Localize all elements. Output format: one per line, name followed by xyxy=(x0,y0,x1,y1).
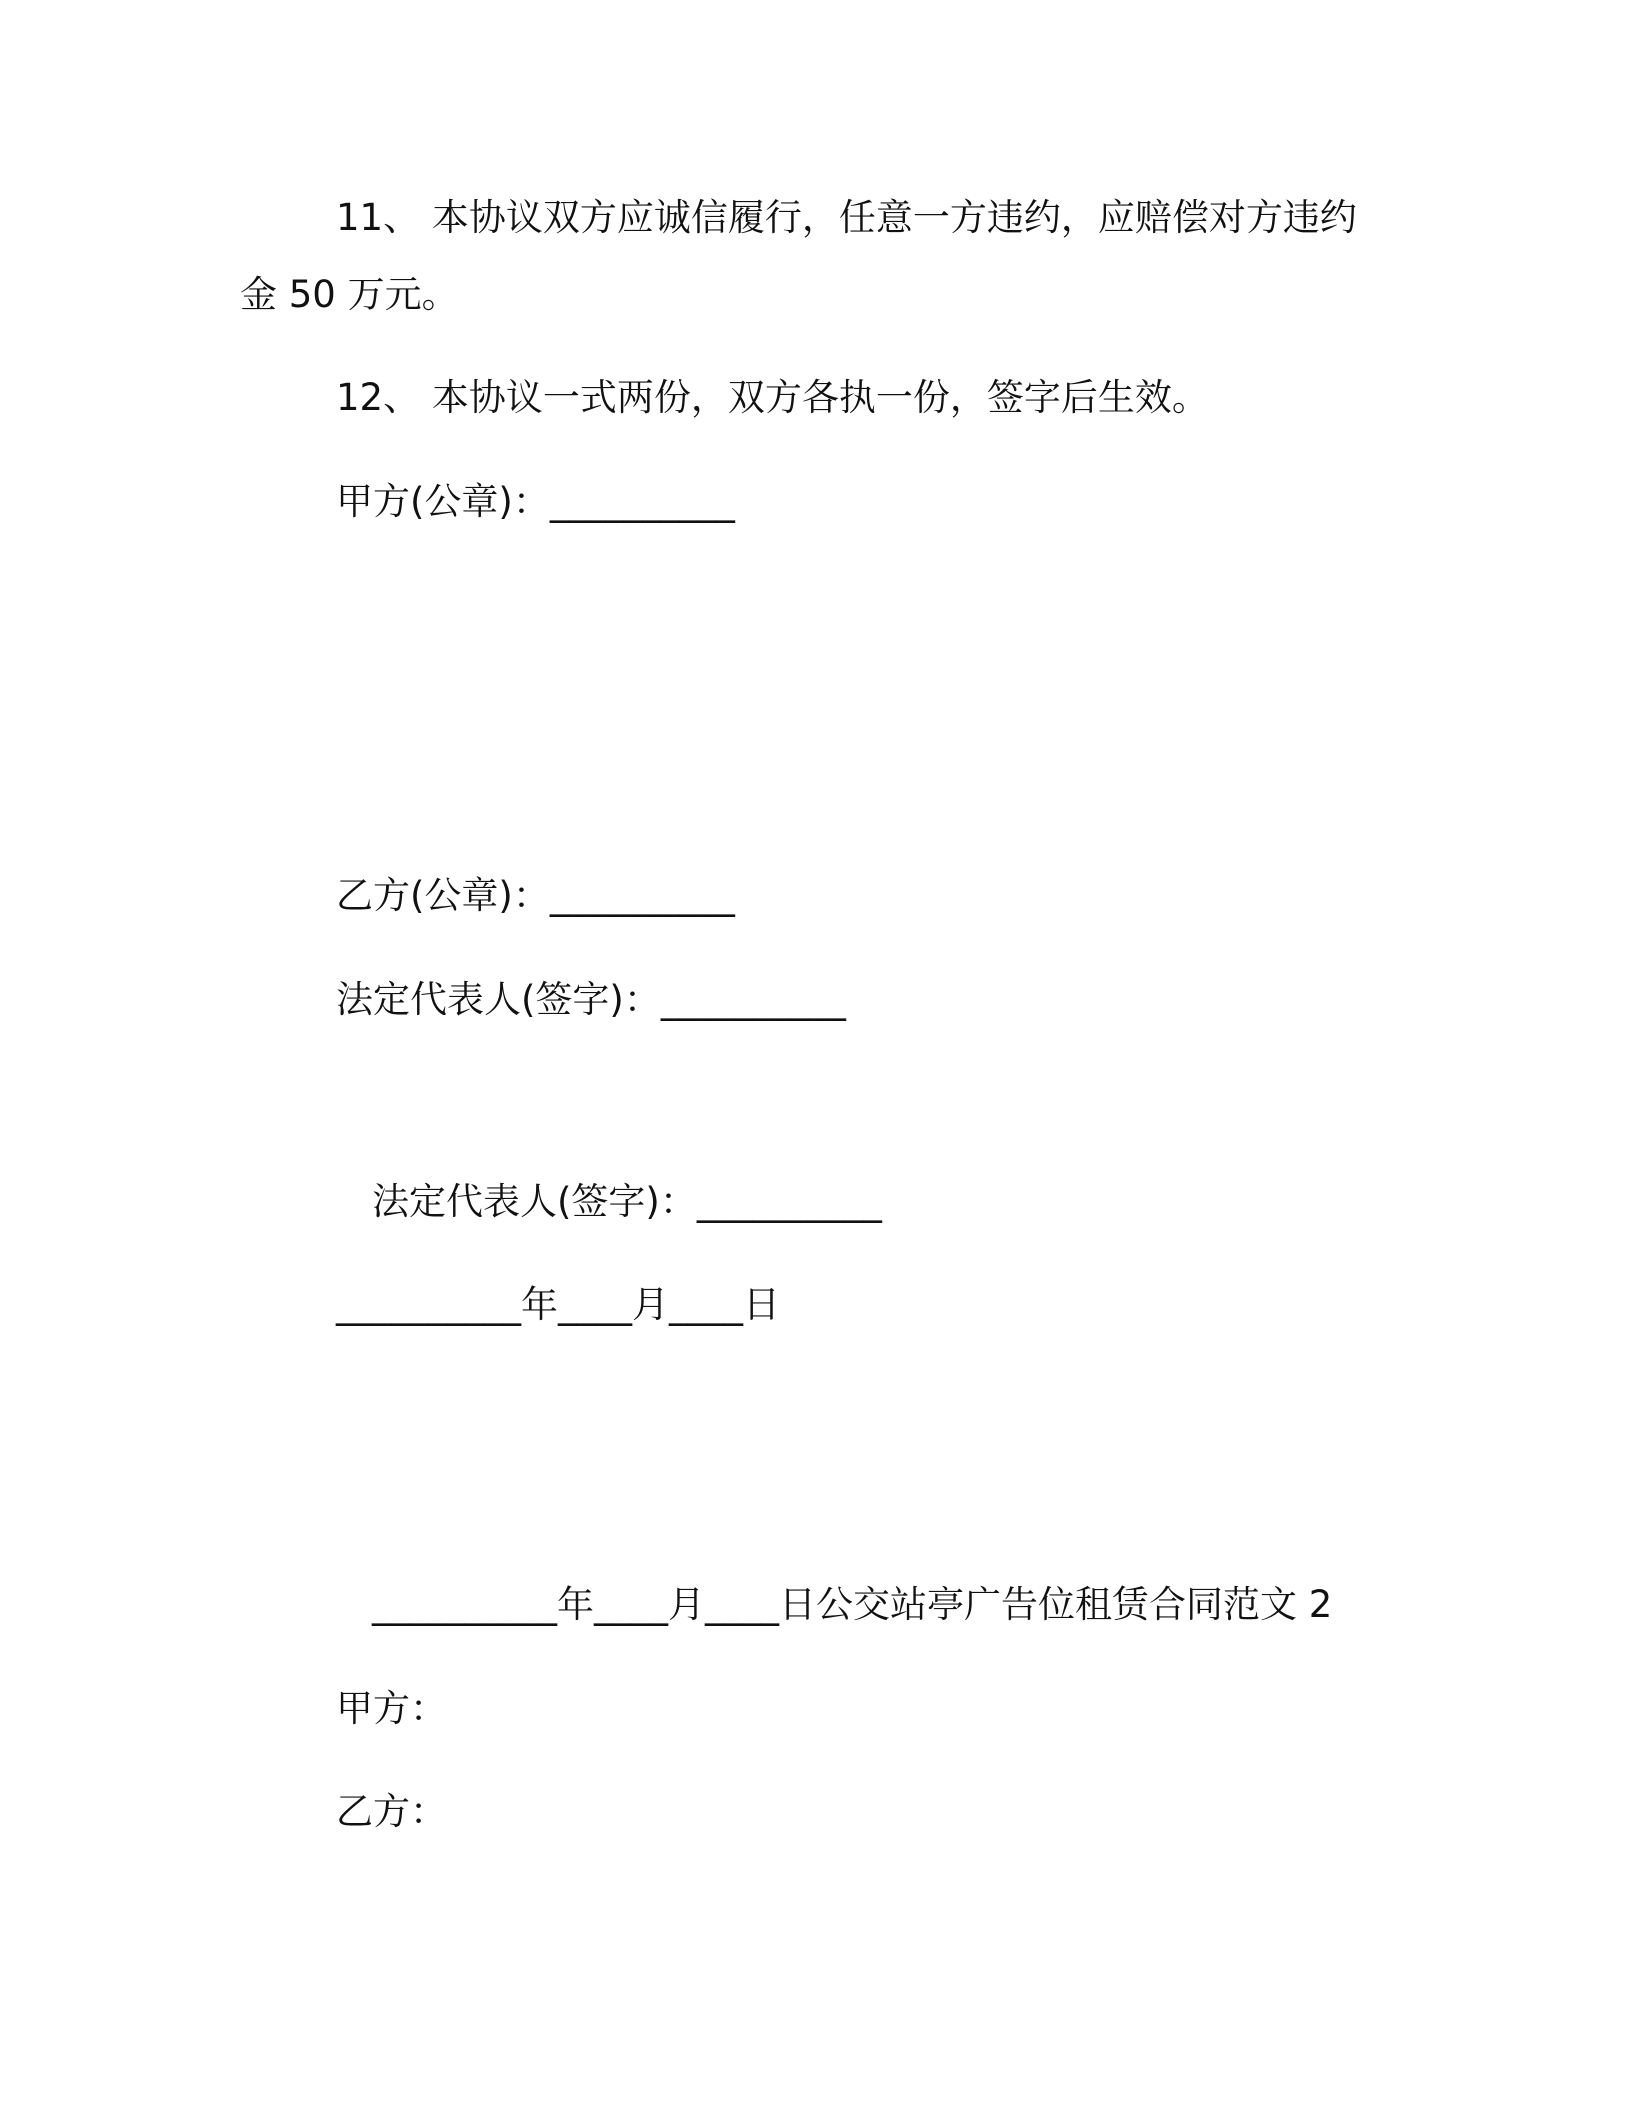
clause-12: 12、 本协议一式两份，双方各执一份，签字后生效。 xyxy=(336,376,1209,419)
contract-title-line: __________年____月____日公交站亭广告位租赁合同范文 2 xyxy=(372,1583,1333,1626)
legal-representative-line-2: 法定代表人(签字)：__________ xyxy=(372,1180,882,1223)
date-line: __________年____月____日 xyxy=(336,1283,780,1326)
legal-representative-line-1: 法定代表人(签字)：__________ xyxy=(336,978,846,1021)
party-a-seal-line: 甲方(公章)：__________ xyxy=(336,480,735,523)
clause-11-line-2: 金 50 万元。 xyxy=(240,273,459,316)
clause-11-line-1: 11、 本协议双方应诚信履行，任意一方违约，应赔偿对方违约 xyxy=(336,196,1357,239)
party-b-label: 乙方： xyxy=(336,1790,447,1833)
party-b-seal-line: 乙方(公章)：__________ xyxy=(336,874,735,917)
party-a-label: 甲方： xyxy=(336,1687,447,1730)
